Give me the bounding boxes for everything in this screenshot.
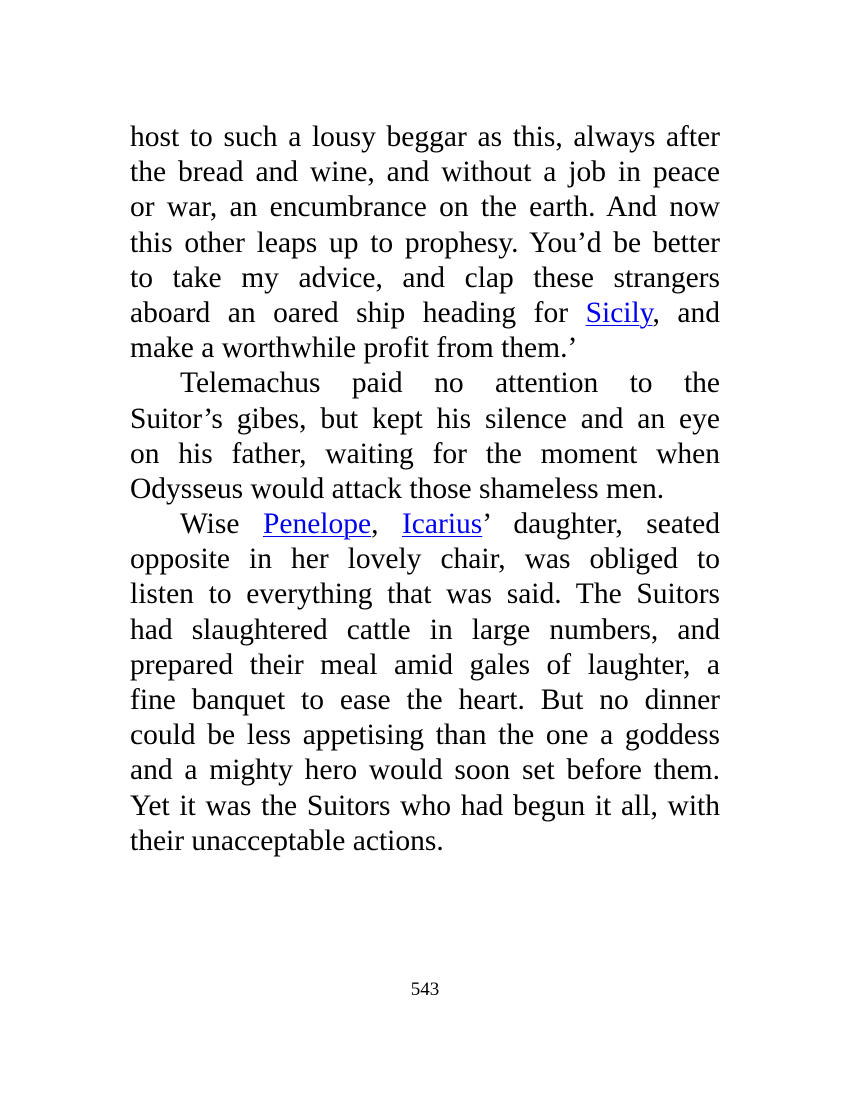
text-fragment: aboard an oared ship heading for bbox=[130, 296, 586, 329]
body-text bbox=[130, 120, 720, 859]
text-fragment: , bbox=[371, 508, 402, 541]
text-line: to take my advice, and clap these strangers bbox=[130, 261, 720, 294]
page-number: 543 bbox=[410, 979, 440, 1000]
text-line: Telemachus paid no attention to the bbox=[180, 367, 720, 400]
text-line: Yet it was the Suitors who had begun it all, with bbox=[130, 789, 720, 822]
text-line: this other leaps up to prophesy. You’d be better bbox=[130, 226, 720, 259]
text-line bbox=[130, 507, 720, 542]
penelope-link[interactable]: Penelope bbox=[262, 508, 372, 541]
sicily-link[interactable]: Sicily bbox=[585, 296, 653, 329]
text-line: the bread and wine, and without a job in peace bbox=[130, 156, 720, 189]
text-fragment: Wise bbox=[180, 508, 263, 541]
text-line: could be less appetising than the one a goddess bbox=[130, 719, 720, 752]
text-line: fine banquet to ease the heart. But no dinner bbox=[130, 684, 720, 716]
text-fragment: ’ daughter, seated bbox=[482, 508, 721, 541]
text-line bbox=[130, 296, 720, 331]
text-line: Odysseus would attack those shameless men. bbox=[130, 472, 665, 505]
text-line: their unacceptable actions. bbox=[130, 824, 444, 857]
icarius-link[interactable]: Icarius bbox=[401, 508, 483, 541]
text-line: Suitor’s gibes, but kept his silence and an eye bbox=[130, 402, 720, 435]
text-fragment: , and bbox=[652, 296, 721, 329]
text-line: and a mighty hero would soon set before them. bbox=[130, 754, 720, 787]
text-line: on his father, waiting for the moment when bbox=[130, 437, 720, 470]
text-line: host to such a lousy beggar as this, always after bbox=[130, 121, 720, 153]
text-line: opposite in her lovely chair, was obliged to bbox=[130, 543, 720, 576]
text-line: or war, an encumbrance on the earth. And now bbox=[130, 191, 720, 224]
text-line: listen to everything that was said. The Suitors bbox=[130, 578, 720, 611]
text-line: make a worthwhile profit from them.’ bbox=[130, 332, 578, 365]
text-line: prepared their meal amid gales of laughter, a bbox=[130, 648, 720, 681]
text-line: had slaughtered cattle in large numbers, and bbox=[130, 613, 720, 646]
